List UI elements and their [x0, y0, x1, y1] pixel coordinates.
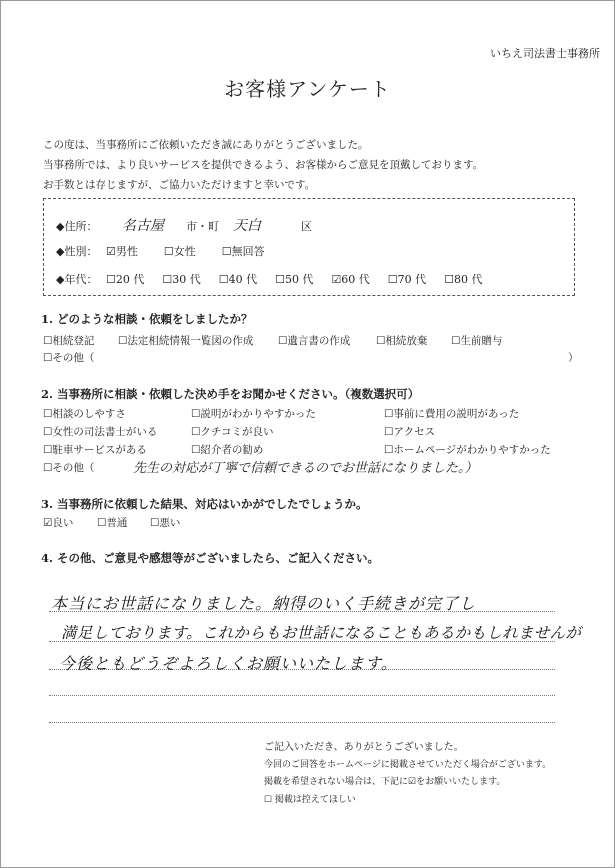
age-option-40[interactable]: ☐40 代 — [218, 273, 258, 286]
q3-title: 3. 当事務所に依頼した結果、対応はいかがでしたでしょうか。 — [41, 497, 368, 511]
q1-option-will[interactable]: ☐遺言書の作成 — [278, 335, 351, 347]
address-row — [56, 215, 312, 235]
q1-option-renunciation[interactable]: ☐相続放棄 — [376, 335, 428, 347]
answer-line-5 — [49, 722, 555, 723]
q1-option-statutory-info[interactable]: ☐法定相続情報一覧図の作成 — [118, 335, 254, 347]
q2-option-female-scrivener[interactable]: ☐女性の司法書士がいる — [43, 426, 158, 438]
age-option-60[interactable]: ☑60 代 — [331, 273, 370, 286]
q4-answer-line-3[interactable]: 今後ともどうぞよろしくお願いいたします。 — [59, 654, 398, 673]
q2-other-answer[interactable]: 先生の対応が丁寧で信頼できるのでお世話になりました。） — [133, 461, 478, 476]
footer-optout-checkbox[interactable]: ☐ 掲載は控えてほしい — [264, 795, 356, 805]
q2-title: 2. 当事務所に相談・依頼した決め手をお聞かせください。（複数選択可） — [41, 387, 420, 401]
age-option-30[interactable]: ☐30 代 — [162, 273, 201, 286]
q2-option-fee-explained[interactable]: ☐事前に費用の説明があった — [384, 408, 520, 420]
q2-option-other[interactable]: ☐その他（ — [43, 462, 95, 474]
profile-box — [43, 198, 575, 296]
q2-option-good-reviews[interactable]: ☐クチコミが良い — [191, 426, 274, 438]
gender-option-no-answer[interactable]: ☐無回答 — [221, 245, 265, 258]
address-ward-value[interactable]: 天白 — [233, 218, 261, 234]
q4-title: 4. その他、ご意見や感想等がございましたら、ご記入ください。 — [41, 551, 380, 565]
address-label: ◆住所： — [56, 220, 98, 233]
age-option-80[interactable]: ☐80 代 — [444, 273, 483, 286]
age-option-20[interactable]: ☐20 代 — [106, 273, 145, 286]
page-title: お客様アンケート — [224, 77, 391, 101]
q1-other-close: ） — [568, 352, 579, 364]
q4-answer-line-2[interactable]: 満足しております。これからもお世話になることもあるかもしれませんが — [61, 624, 582, 642]
q2-option-clear-explanation[interactable]: ☐説明がわかりやすかった — [191, 408, 316, 420]
age-label: ◆年代： — [56, 273, 98, 286]
q1-title: 1. どのような相談・依頼をしましたか？ — [41, 312, 253, 326]
answer-line-4 — [49, 695, 555, 696]
address-city-value[interactable]: 名古屋 — [122, 218, 164, 234]
footer-thanks: ご記入いただき、ありがとうございました。 — [264, 742, 464, 753]
intro-line-1: この度は、当事務所にご依頼いただき誠にありがとうございました。 — [43, 139, 369, 151]
address-ward-suffix: 区 — [301, 220, 312, 233]
footer-note-2: 掲載を希望されない場合は、下記に☑をお願いいたします。 — [264, 777, 506, 787]
q4-answer-line-1[interactable]: 本当にお世話になりました。納得のいく手続きが完了し — [51, 594, 477, 613]
age-option-70[interactable]: ☐70 代 — [387, 273, 427, 286]
q1-option-other[interactable]: ☐その他（ — [43, 352, 95, 364]
q1-option-inheritance-registration[interactable]: ☐相続登記 — [43, 335, 95, 347]
q1-option-gift[interactable]: ☐生前贈与 — [451, 335, 503, 347]
footer-note-1: 今回のご回答をホームページに掲載させていただく場合がございます。 — [264, 760, 552, 770]
gender-label: ◆性別： — [56, 245, 98, 258]
gender-option-male[interactable]: ☑男性 — [106, 245, 138, 258]
office-name: いちえ司法書士事務所 — [490, 47, 600, 60]
age-row — [56, 271, 505, 287]
q2-option-easy-consult[interactable]: ☐相談のしやすさ — [43, 408, 126, 420]
q3-option-bad[interactable]: ☐悪い — [150, 517, 181, 529]
q2-option-referral[interactable]: ☐紹介者の勧め — [191, 444, 264, 456]
intro-line-2: 当事務所では、より良いサービスを提供できるよう、お客様からご意見を頂戴しております。 — [43, 159, 484, 171]
q2-option-parking[interactable]: ☐駐車サービスがある — [43, 444, 147, 456]
address-city-suffix: 市・町 — [186, 220, 219, 233]
age-option-50[interactable]: ☐50 代 — [275, 273, 314, 286]
q2-option-access[interactable]: ☐アクセス — [384, 426, 436, 438]
q3-option-good[interactable]: ☑良い — [43, 517, 74, 529]
q3-option-normal[interactable]: ☐普通 — [97, 517, 128, 529]
gender-row — [56, 243, 287, 259]
q2-option-website[interactable]: ☐ホームページがわかりやすかった — [384, 444, 551, 456]
gender-option-female[interactable]: ☐女性 — [163, 245, 196, 258]
intro-line-3: お手数とは存じますが、ご協力いただけますと幸いです。 — [43, 179, 316, 191]
